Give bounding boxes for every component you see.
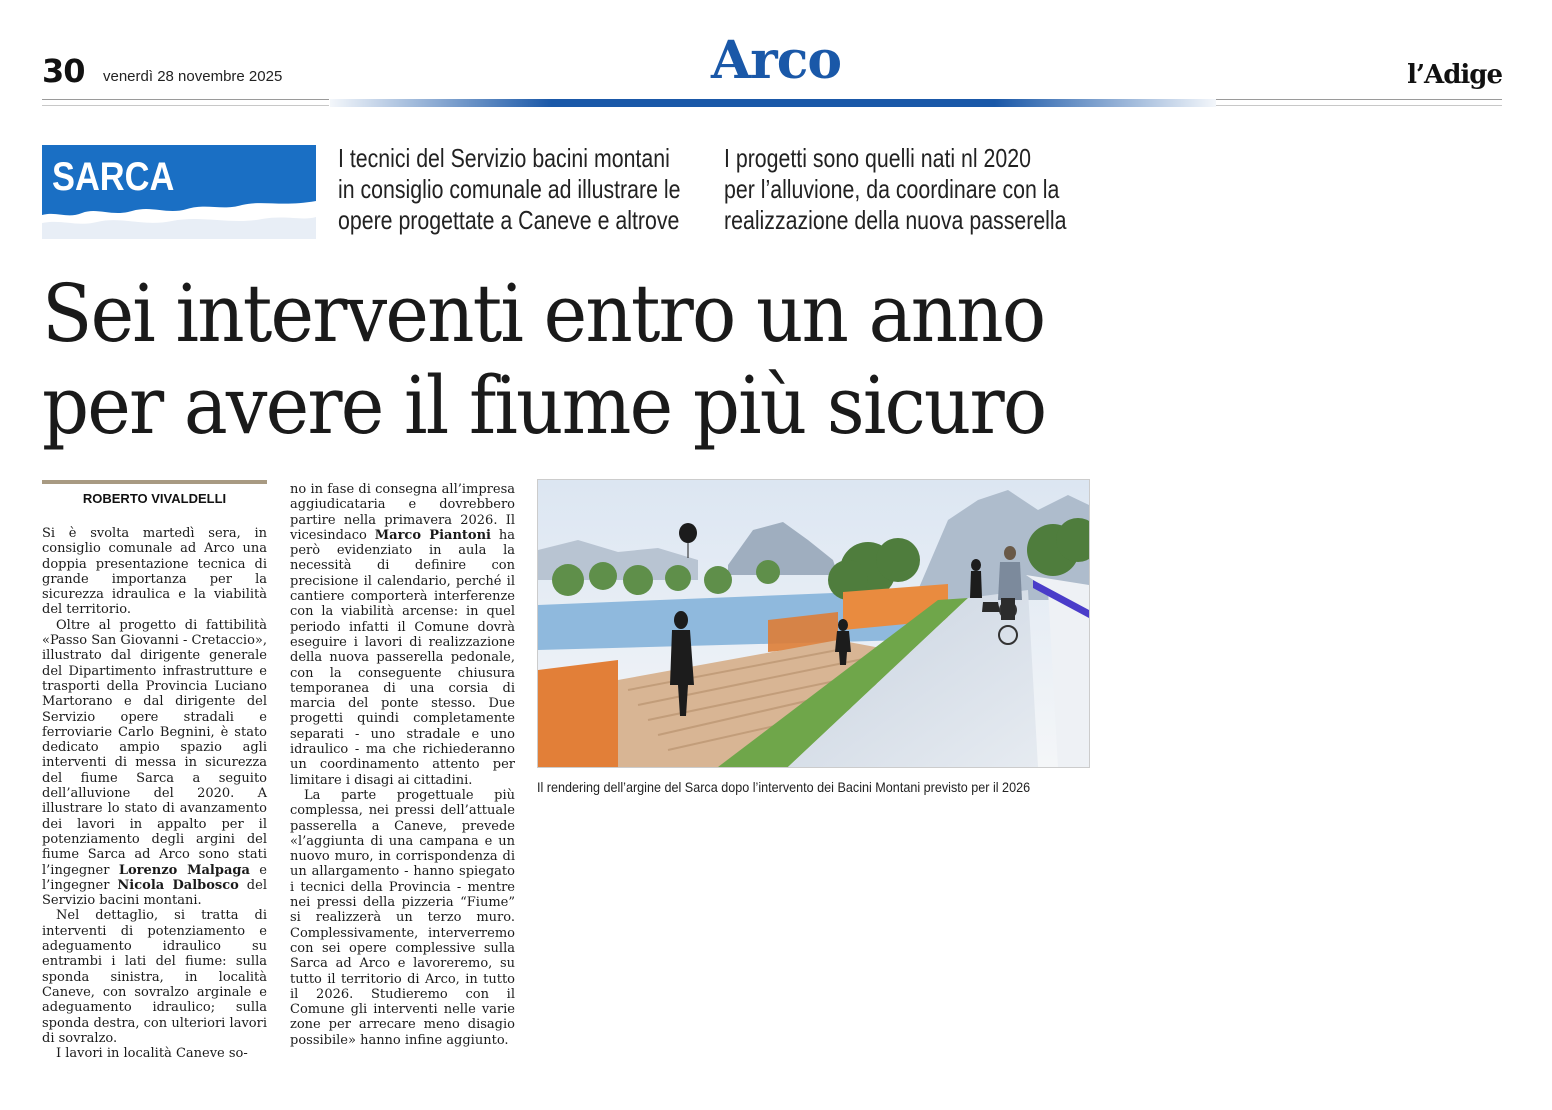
rendering-illustration <box>538 480 1089 767</box>
page-number: 30 <box>42 52 85 90</box>
subhead-line: I tecnici del Servizio bacini montani <box>338 143 670 173</box>
subhead-line: opere progettate a Caneve e altrove <box>338 205 680 235</box>
text-run: e l’ingegner <box>42 862 267 893</box>
text-run: no in fase di consegna all’impresa aggiudicataria e dovrebbero partire nella primavera 2026. Il vicesindaco <box>290 482 515 543</box>
kicker-box <box>42 145 316 239</box>
article-column-2 <box>290 482 515 1048</box>
paragraph <box>290 482 515 788</box>
header-rule-left <box>42 99 329 100</box>
paragraph: La parte progettuale più complessa, nei pressi dell’attuale passerella a Caneve, prevede «l’aggiunta di una campana e un nuovo muro, in corrispondenza di un allargamento - hanno spiegato i tecnici della Provincia - mentre nei pressi della pizzeria “Fiume” si realizzerà un terzo muro. Complessivamente, interverremo con sei opere complessive sulla Sarca ad Arco e lavoreremo, su tutto il territorio di Arco, in tutto il 2026. Studieremo con il Comune gli interventi nelle varie zone per arrecare meno disagio possibile» hanno infine aggiunto. <box>290 787 515 1048</box>
kicker-label: SARCA <box>52 155 175 199</box>
header-rule-right-lower <box>1216 105 1502 106</box>
subhead-line: realizzazione della nuova passerella <box>724 205 1067 235</box>
issue-date: venerdì 28 novembre 2025 <box>103 68 283 85</box>
subhead-line: in consiglio comunale ad illustrare le <box>338 174 681 204</box>
text-run: ha però evidenziato in aula la necessità di definire con precisione il calendario, perché il cantiere comporterà interferenze con la viabilità arcense: in quel periodo infatti il Comune dovrà eseguire i lavori di realizzazione della nuova passerella pedonale, con la conseguente chiusura temporanea di una corsia di marcia del ponte stesso. Due progetti quindi completamente separati - uno stradale e uno idraulico - ma che richiederanno un coordinamento attento per limitare i disagi ai cittadini. <box>290 527 515 788</box>
header-rule-right <box>1216 99 1502 100</box>
newspaper-masthead: l’Adige <box>1407 60 1502 90</box>
subhead-line: I progetti sono quelli nati nl 2020 <box>724 143 1031 173</box>
subhead-line: per l’alluvione, da coordinare con la <box>724 174 1060 204</box>
person-name: Marco Piantoni <box>374 527 491 543</box>
subhead-left <box>338 143 680 236</box>
paragraph: Nel dettaglio, si tratta di interventi di potenziamento e adeguamento idraulico su entrambi i lati del fiume: sulla sponda sinistra, in località Caneve, con sovralzo arginale e adeguamento idraulico; sulla sponda destra, con ulteriori lavori di sovralzo. <box>42 908 267 1046</box>
subhead-right <box>724 143 1067 236</box>
text-run: Oltre al progetto di fattibilità «Passo San Giovanni - Cretaccio», illustrato dal dirigente generale del Dipartimento infrastrutture e trasporti della Provincia Luciano Martorano e dal dirigente del Servizio opere stradali e ferroviarie Carlo Begnini, è stato dedicato ampio spazio agli interventi di messa in sicurezza del fiume Sarca a seguito dell’alluvione del 2020. A illustrare lo stato di avanzamento dei lavori in appalto per il potenziamento degli argini del fiume Sarca ad Arco sono stati l’ingegner <box>42 617 267 878</box>
headline-line: per avere il fiume più sicuro <box>42 359 1046 452</box>
paragraph: I lavori in località Caneve so- <box>56 1046 248 1062</box>
paragraph: Si è svolta martedì sera, in consiglio comunale ad Arco una doppia presentazione tecnica di grande importanza per la sicurezza idraulica e la viabilità del territorio. <box>42 526 267 618</box>
photo-caption: Il rendering dell’argine del Sarca dopo l’intervento dei Bacini Montani previsto per il 2026 <box>537 779 1031 795</box>
person-name: Nicola Dalbosco <box>117 877 239 893</box>
header-accent-bar <box>330 99 1216 107</box>
article-column-1 <box>42 526 267 1061</box>
byline-rule <box>42 480 267 484</box>
headline-line: Sei interventi entro un anno <box>42 267 1045 360</box>
paragraph <box>42 618 267 909</box>
headline <box>42 268 1045 452</box>
header-rule-left-lower <box>42 105 329 106</box>
text-run: del Servizio bacini montani. <box>42 877 267 909</box>
section-title: Arco <box>710 30 842 91</box>
byline: ROBERTO VIVALDELLI <box>82 491 227 506</box>
riverbank-rendering-image <box>537 479 1090 768</box>
person-name: Lorenzo Malpaga <box>118 862 250 878</box>
